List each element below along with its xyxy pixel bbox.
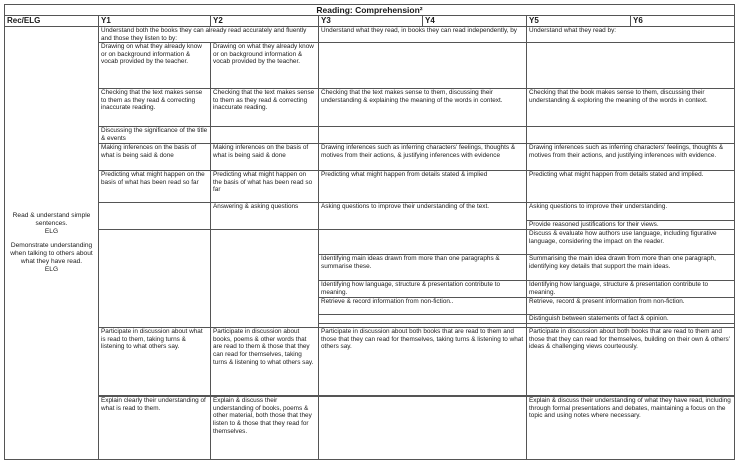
drawing-y2: Drawing on what they already know or on background information & vocab provided by the teacher. bbox=[211, 43, 319, 89]
checking-y2: Checking that the text makes sense to them as they read & correcting inaccurate reading. bbox=[211, 89, 319, 127]
inferences-y34: Drawing inferences such as inferring characters' feelings, thoughts & motives from their actions, & justifying inferences with evidence bbox=[319, 144, 527, 171]
justifications-y56: Provide reasoned justifications for their views. bbox=[527, 221, 735, 230]
rec-elg-line3: Demonstrate understanding when talking to others about what they have read. bbox=[10, 242, 93, 266]
checking-y1: Checking that the text makes sense to them as they read & correcting inaccurate reading. bbox=[99, 89, 211, 127]
discussion-y56: Participate in discussion about both books that are read to them and those that they can read for themselves, building on their own & others' ideas & challenging views courteously. bbox=[527, 328, 735, 396]
inferences-y1: Making inferences on the basis of what is being said & done bbox=[99, 144, 211, 171]
lower-empty-y1 bbox=[99, 230, 211, 328]
rec-elg-line1: Read & understand simple sentences. bbox=[12, 212, 91, 228]
intro-y34: Understand what they read, in books they can read independently, by bbox=[319, 27, 527, 43]
questions-y56: Asking questions to improve their understanding. bbox=[527, 203, 735, 221]
questions-y2: Answering & asking questions bbox=[211, 203, 319, 230]
header-y3: Y3 bbox=[319, 16, 423, 27]
discussion-y34: Participate in discussion about both books that are read to them and those that they can read for themselves, taking turns & listening to what others say. bbox=[319, 328, 527, 396]
significance-y56 bbox=[527, 127, 735, 144]
predicting-y34: Predicting what might happen from details stated & implied bbox=[319, 171, 527, 203]
rec-elg-cell bbox=[5, 27, 99, 460]
page-title: Reading: Comprehension² bbox=[5, 5, 735, 16]
drawing-y1: Drawing on what they already know or on background information & vocab provided by the teacher. bbox=[99, 43, 211, 89]
mainidea-y56: Summarising the main idea drawn from more than one paragraph, identifying key details that support the main ideas. bbox=[527, 255, 735, 281]
predicting-y1: Predicting what might happen on the basis of what has been read so far bbox=[99, 171, 211, 203]
predicting-y56: Predicting what might happen from details stated and implied. bbox=[527, 171, 735, 203]
checking-y56: Checking that the book makes sense to them, discussing their understanding & exploring the meaning of the words in context. bbox=[527, 89, 735, 127]
predicting-y2: Predicting what might happen on the basis of what has been read so far bbox=[211, 171, 319, 203]
explain-y56: Explain & discuss their understanding of what they have read, including through formal presentations and debates, maintaining a focus on the topic and using notes where necessary. bbox=[527, 397, 735, 460]
language-y34 bbox=[319, 230, 527, 255]
explain-y1: Explain clearly their understanding of what is read to them. bbox=[99, 397, 211, 460]
significance-y2 bbox=[211, 127, 319, 144]
drawing-y56 bbox=[527, 43, 735, 89]
language-y56: Discuss & evaluate how authors use language, including figurative language, considering the impact on the reader. bbox=[527, 230, 735, 255]
header-y1: Y1 bbox=[99, 16, 211, 27]
lower-empty-y2 bbox=[211, 230, 319, 328]
intro-y12: Understand both the books they can already read accurately and fluently and those they listen to by: bbox=[99, 27, 319, 43]
inferences-y56: Drawing inferences such as inferring characters' feelings, thoughts & motives from their actions, and justifying inferences with evidence. bbox=[527, 144, 735, 171]
structure-y34: Identifying how language, structure & presentation contribute to meaning. bbox=[319, 281, 527, 298]
significance-y1: Discussing the significance of the title & events bbox=[99, 127, 211, 144]
explain-y34 bbox=[319, 397, 527, 460]
header-y5: Y5 bbox=[527, 16, 631, 27]
mainidea-y34: Identifying main ideas drawn from more than one paragraphs & summarise these. bbox=[319, 255, 527, 281]
header-y2: Y2 bbox=[211, 16, 319, 27]
comprehension-table bbox=[4, 4, 735, 460]
structure-y56: Identifying how language, structure & presentation contribute to meaning. bbox=[527, 281, 735, 298]
inferences-y2: Making inferences on the basis of what is being said & done bbox=[211, 144, 319, 171]
nonfiction-y34: Retrieve & record information from non-fiction.. bbox=[319, 298, 527, 315]
discussion-y2: Participate in discussion about books, poems & other words that are read to them & those that they can read for themselves, taking turns & listening to what others say. bbox=[211, 328, 319, 396]
discussion-y1: Participate in discussion about what is read to them, taking turns & listening to what others say. bbox=[99, 328, 211, 396]
drawing-y34 bbox=[319, 43, 527, 89]
explain-y2: Explain & discuss their understanding of books, poems & other material, both those that they listen to & those that they read for themselves. bbox=[211, 397, 319, 460]
checking-y34: Checking that the text makes sense to them, discussing their understanding & explaining the meaning of the words in context. bbox=[319, 89, 527, 127]
fact-y34 bbox=[319, 315, 527, 324]
header-y6: Y6 bbox=[631, 16, 735, 27]
significance-y34 bbox=[319, 127, 527, 144]
questions-y1 bbox=[99, 203, 211, 230]
intro-y56: Understand what they read by: bbox=[527, 27, 735, 43]
nonfiction-y56: Retrieve, record & present information from non-fiction. bbox=[527, 298, 735, 315]
rec-elg-line4: ELG bbox=[44, 266, 59, 274]
header-rec: Rec/ELG bbox=[5, 16, 99, 27]
rec-elg-line2: ELG bbox=[44, 228, 59, 236]
header-y4: Y4 bbox=[423, 16, 527, 27]
questions-y34: Asking questions to improve their understanding of the text. bbox=[319, 203, 527, 230]
fact-y56: Distinguish between statements of fact & opinion. bbox=[527, 315, 735, 324]
